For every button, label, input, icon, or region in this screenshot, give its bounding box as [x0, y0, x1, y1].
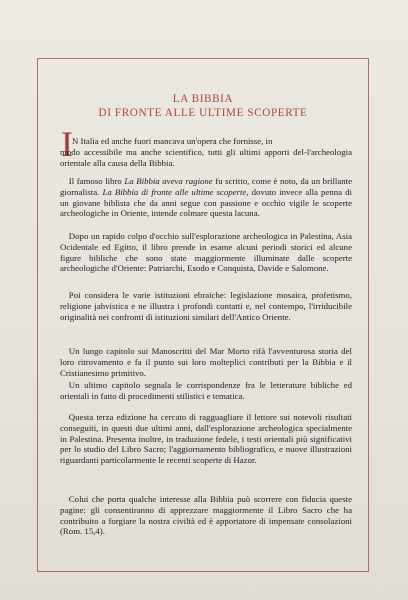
paragraph-6 [60, 380, 352, 402]
paragraph-1 [60, 136, 352, 168]
paragraph-2-b: fu scritto, come è noto, da un brillante giornalista. [60, 176, 352, 197]
book-title-1: La Bibbia aveva ragione [124, 176, 213, 186]
paragraph-3 [60, 231, 352, 274]
paragraph-3-text: Dopo un rapido colpo d'occhio sull'esplorazione archeologica in Palestina, Asia Ocidentale ed Egitto, il libro prende in esame alcuni periodi storici ed alcune figure bibliche che sono state maggiormente illuminate dalle scoperte archeologiche d'Oriente: Patriarchi, Esodo e Conquista, Davide e Salomone. [60, 231, 352, 274]
title-line-2: DI FRONTE ALLE ULTIME SCOPERTE [98, 107, 308, 119]
paragraph-4 [60, 290, 352, 322]
title-line-1: LA BIBBIA [172, 93, 234, 105]
paragraph-8-text: Colui che porta qualche interesse alla Bibbia può scorrere con fiducia queste pagine: gli consentiranno di apprezzare maggiormente il Libro Sacro che ha contribuito a forgiare la nostra civiltà ed è apportatore di impensate consolazioni (Rom. 15,4). [60, 494, 352, 537]
paragraph-1-rest: modo accessibile ma anche scientifico, tutti gli ultimi apporti del-l'archeologia orientale alla causa della Bibbia. [60, 146, 352, 168]
drop-cap: I [61, 124, 73, 164]
paragraph-5 [60, 346, 352, 378]
paragraph-7 [60, 412, 352, 466]
paragraph-2 [60, 176, 352, 219]
paragraph-2-c: , dovuto invece alla penna di un giovane biblista che da anni segue con passione e occhio vigile le scoperte archeologiche in Oriente, intende colmare questa lacuna. [60, 186, 352, 219]
paragraph-7-text: Questa terza edizione ha cercato di ragguagliare il lettore sui notevoli risultati conseguiti, in questi due ultimi anni, dall'esplorazione archeologica specialmente in Palestina. Presenta inoltre, in traduzione fedele, i testi orientali più significativi per lo studio del Libro Sacro; l'aggiornamento bibliografico, e nuove illustrazioni riguardanti particolarmente le recenti scoperte di Hazor. [60, 412, 352, 466]
paragraph-4-text: Poi considera le varie istituzioni ebraiche: legislazione mosaica, profetismo, religione jahvistica e ne illustra i profondi contatti e, nel contempo, l'irriducibile originalità nei confronti di istituzioni similari dell'Antico Oriente. [60, 290, 352, 322]
paragraph-2-a: Il famoso libro [68, 176, 125, 186]
paragraph-6-text: Un ultimo capitolo segnala le corrispondenze fra le letterature bibliche ed orientali in fatto di procedimenti stilistici e tematica. [60, 380, 352, 401]
paragraph-8 [60, 494, 352, 537]
paragraph-5-text: Un lungo capitolo sui Manoscritti del Mar Morto rifà l'avventurosa storia del loro ritrovamento e fa il punto sui loro molteplici contributi per la Bibbia e il Cristianesimo primitivo. [60, 346, 352, 378]
book-title-2: La Bibbia di fronte alle ultime scoperte [102, 186, 247, 197]
paragraph-1-first-line: N Italia ed anche fuori mancava un'opera che fornisse, in [72, 136, 273, 146]
